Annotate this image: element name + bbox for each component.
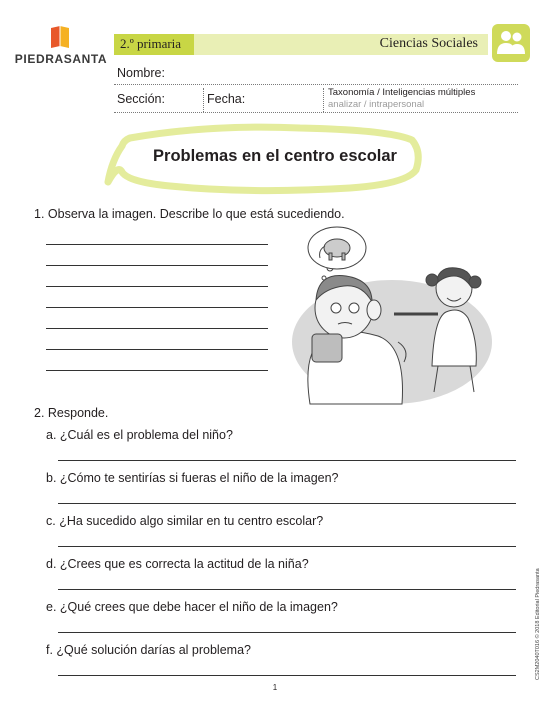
people-icon [492, 24, 530, 62]
question-f: f. ¿Qué solución darías al problema? [46, 643, 251, 657]
publisher-name: PIEDRASANTA [14, 52, 108, 66]
question-a: a. ¿Cuál es el problema del niño? [46, 428, 233, 442]
section-label: Sección: [117, 92, 165, 106]
answer-line-b[interactable] [58, 503, 516, 504]
book-logo-icon [48, 24, 74, 50]
bullying-illustration [282, 222, 494, 406]
group-work-badge [492, 24, 530, 62]
answer-line[interactable] [46, 349, 268, 350]
exercise-1-prompt: 1. Observa la imagen. Describe lo que está sucediendo. [34, 207, 345, 221]
grade-label: 2.º primaria [114, 34, 194, 55]
page-number: 1 [272, 683, 278, 692]
answer-line-e[interactable] [58, 632, 516, 633]
answer-line[interactable] [46, 244, 268, 245]
exercise-2-prompt: 2. Responde. [34, 406, 109, 420]
name-line[interactable] [114, 84, 518, 85]
question-b: b. ¿Cómo te sentirías si fueras el niño de la imagen? [46, 471, 339, 485]
name-label: Nombre: [117, 66, 165, 80]
answer-line-d[interactable] [58, 589, 516, 590]
taxonomy-values: analizar / intrapersonal [328, 99, 425, 110]
field-divider [203, 88, 204, 112]
date-label: Fecha: [207, 92, 246, 106]
answer-line[interactable] [46, 307, 268, 308]
worksheet-title: Problemas en el centro escolar [153, 147, 397, 165]
field-divider [323, 88, 324, 112]
taxonomy-label: Taxonomía / Inteligencias múltiples [328, 87, 476, 98]
answer-line[interactable] [46, 265, 268, 266]
question-d: d. ¿Crees que es correcta la actitud de la niña? [46, 557, 309, 571]
publisher-logo [14, 24, 108, 68]
answer-line-a[interactable] [58, 460, 516, 461]
header-bar [114, 34, 488, 55]
subject-label: Ciencias Sociales [379, 36, 478, 51]
answer-line[interactable] [46, 328, 268, 329]
answer-line[interactable] [46, 370, 268, 371]
answer-line[interactable] [46, 286, 268, 287]
answer-line-c[interactable] [58, 546, 516, 547]
copyright-code: CS2M2040T016 © 2018 Editorial Piedrasanta [535, 568, 541, 680]
question-e: e. ¿Qué crees que debe hacer el niño de la imagen? [46, 600, 338, 614]
section-line [114, 112, 518, 113]
question-c: c. ¿Ha sucedido algo similar en tu centro escolar? [46, 514, 324, 528]
answer-line-f[interactable] [58, 675, 516, 676]
